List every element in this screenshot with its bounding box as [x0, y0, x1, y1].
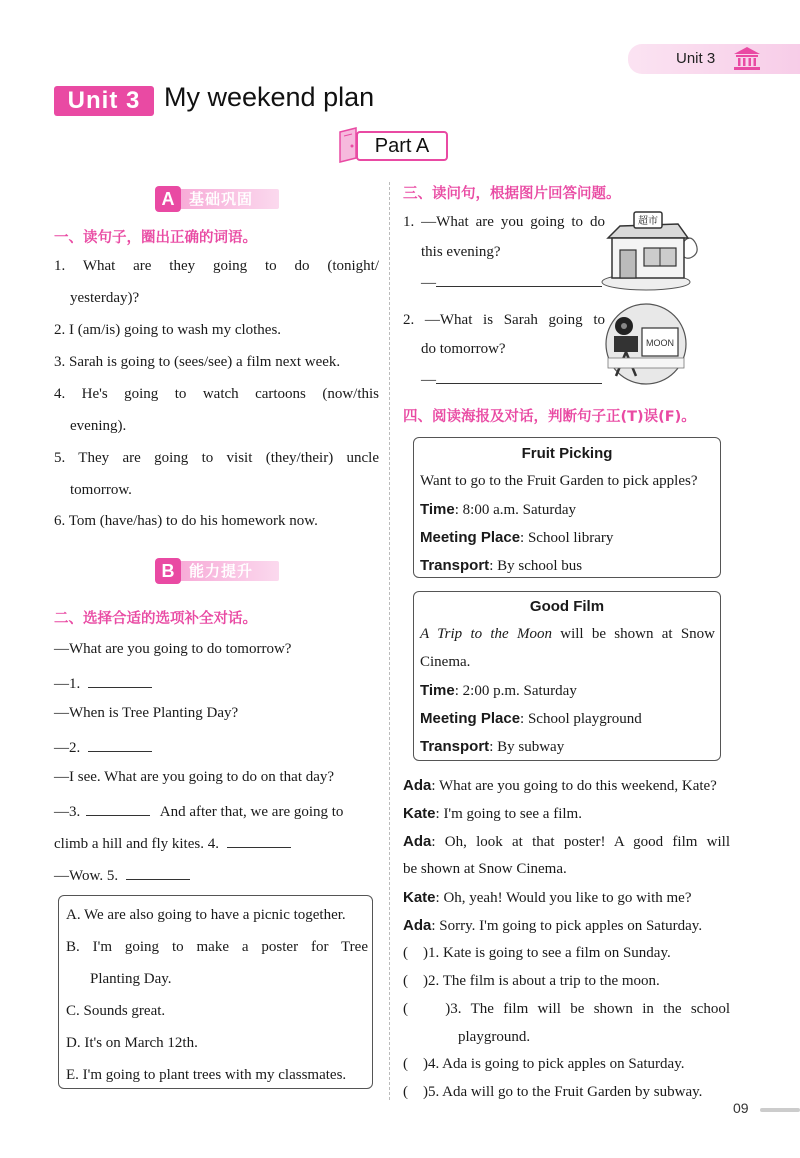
- time-value: 8:00 a.m. Saturday: [462, 502, 576, 518]
- answer-blank[interactable]: [436, 272, 602, 287]
- q3-answer-line: [421, 369, 602, 389]
- q1-line: 1. What are they going to do (tonight/: [54, 258, 379, 274]
- tf-statement: playground.: [458, 1029, 531, 1045]
- q3-line: this evening?: [421, 244, 501, 260]
- dialogue-number: —3.: [54, 804, 81, 820]
- poster-transport: Transport: By school bus: [420, 557, 583, 574]
- q3-line: 2. —What is Sarah going to: [403, 312, 605, 328]
- dialogue-line: [54, 673, 152, 693]
- dialogue-line: —When is Tree Planting Day?: [54, 705, 239, 721]
- dialogue-line: [54, 833, 291, 853]
- unit-badge-text: Unit 3: [67, 87, 141, 114]
- poster-meeting: Meeting Place: School library: [420, 529, 614, 546]
- speech: I'm going to see a film.: [443, 806, 582, 822]
- poster-title: Fruit Picking: [521, 445, 613, 462]
- supermarket-sign: 超市: [638, 216, 658, 227]
- tf-statement: ( )3. The film will be shown in the school: [403, 1001, 730, 1017]
- answer-dash: —: [421, 372, 436, 388]
- section-a-label: 基础巩固: [189, 190, 254, 208]
- q1-line: tomorrow.: [70, 482, 132, 498]
- q1-line: evening).: [70, 418, 127, 434]
- dialogue-line: [403, 861, 567, 878]
- transport-label: Transport: [420, 738, 490, 755]
- option-line: Planting Day.: [90, 971, 172, 987]
- header-unit-label: Unit 3: [676, 50, 716, 67]
- q1-line: 4. He's going to watch cartoons (now/this: [54, 386, 379, 402]
- q1-line: yesterday)?: [70, 290, 140, 306]
- option-line: B. I'm going to make a poster for Tree: [66, 939, 368, 955]
- q3-heading: 三、读问句，根据图片回答问题。: [403, 186, 621, 202]
- speaker: Kate: [403, 805, 436, 822]
- temple-icon: [732, 45, 762, 71]
- answer-dash: —: [421, 275, 436, 291]
- q3-answer-line: [421, 272, 602, 292]
- option-line: C. Sounds great.: [66, 1003, 166, 1019]
- option-line: D. It's on March 12th.: [66, 1035, 198, 1051]
- dialogue-line: Ada: Oh, look at that poster! A good film will: [403, 833, 730, 850]
- option-line: A. We are also going to have a picnic together.: [66, 907, 346, 923]
- q1-line: 6. Tom (have/has) to do his homework now.: [54, 513, 318, 529]
- dialogue-line: Kate: Oh, yeah! Would you like to go with me?: [403, 889, 692, 906]
- speaker: Ada: [403, 777, 432, 794]
- page-title: My weekend plan: [164, 82, 375, 112]
- tf-statement: ( )4. Ada is going to pick apples on Saturday.: [403, 1056, 685, 1072]
- dialogue-line: Ada: Sorry. I'm going to pick apples on Saturday.: [403, 917, 703, 934]
- tf-statement: ( )1. Kate is going to see a film on Sunday.: [403, 945, 671, 961]
- film-projector-picture: [604, 302, 688, 386]
- speaker: Ada: [403, 833, 432, 850]
- section-b-letter: B: [155, 558, 181, 584]
- dialogue-line: Kate: I'm going to see a film.: [403, 805, 582, 822]
- dialogue-text: climb a hill and fly kites. 4.: [54, 836, 219, 852]
- transport-value: By school bus: [497, 558, 583, 574]
- answer-blank[interactable]: [88, 737, 152, 752]
- tf-statement: ( )5. Ada will go to the Fruit Garden by subway.: [403, 1084, 703, 1100]
- speech: be shown at Snow Cinema.: [403, 861, 567, 877]
- tf-statement: ( )2. The film is about a trip to the moon.: [403, 973, 660, 989]
- section-b-label: 能力提升: [189, 562, 254, 580]
- option-line: E. I'm going to plant trees with my classmates.: [66, 1067, 347, 1083]
- transport-label: Transport: [420, 557, 490, 574]
- film-poster-text: MOON: [646, 338, 674, 348]
- dialogue-line: [54, 865, 190, 885]
- answer-blank[interactable]: [227, 833, 291, 848]
- answer-blank[interactable]: [436, 369, 602, 384]
- poster-good-film: [413, 591, 721, 761]
- speech: Oh, look at that poster! A good film will: [444, 834, 730, 850]
- speaker: Ada: [403, 917, 432, 934]
- dialogue-text: —Wow. 5.: [54, 868, 119, 884]
- section-b-badge: [155, 558, 281, 584]
- meeting-value: School playground: [527, 711, 642, 727]
- dialogue-line: —What are you going to do tomorrow?: [54, 641, 292, 657]
- q1-line: 2. I (am/is) going to wash my clothes.: [54, 322, 282, 338]
- speech: Oh, yeah! Would you like to go with me?: [443, 890, 692, 906]
- poster-intro-line2: Cinema.: [420, 654, 471, 670]
- meeting-value: School library: [527, 530, 614, 546]
- poster-title: Good Film: [529, 598, 605, 615]
- poster-meeting: Meeting Place: School playground: [420, 710, 642, 727]
- meeting-label: Meeting Place: [420, 710, 521, 727]
- supermarket-picture: [600, 204, 698, 292]
- page-number: 09: [733, 1100, 749, 1116]
- dialogue-number: —2.: [54, 740, 81, 756]
- poster-intro: Want to go to the Fruit Garden to pick apples?: [420, 473, 698, 489]
- dialogue-line: Ada: What are you going to do this weekend, Kate?: [403, 777, 717, 794]
- dialogue-line: —I see. What are you going to do on that day?: [54, 769, 335, 785]
- poster-time: Time: 2:00 p.m. Saturday: [420, 682, 577, 699]
- poster-transport: Transport: By subway: [420, 738, 565, 755]
- q3-line: do tomorrow?: [421, 341, 506, 357]
- dialogue-line: [54, 737, 152, 757]
- time-label: Time: [420, 682, 455, 699]
- q4-heading: 四、阅读海报及对话，判断句子正(T)误(F)。: [403, 409, 696, 425]
- speech: What are you going to do this weekend, Kate?: [439, 778, 717, 794]
- time-label: Time: [420, 501, 455, 518]
- section-a-badge: [155, 186, 281, 212]
- meeting-label: Meeting Place: [420, 529, 521, 546]
- film-name: A Trip to the Moon: [420, 626, 552, 642]
- page-bar: [760, 1108, 800, 1112]
- transport-value: By subway: [497, 739, 565, 755]
- intro-rest: will be shown at Snow: [551, 626, 715, 642]
- q1-line: 5. They are going to visit (they/their) uncle: [54, 450, 379, 466]
- section-a-letter: A: [155, 186, 181, 212]
- column-divider: [389, 182, 390, 1100]
- speech: Sorry. I'm going to pick apples on Saturday.: [439, 918, 703, 934]
- answer-blank[interactable]: [88, 673, 152, 688]
- q1-heading: 一、读句子，圈出正确的词语。: [54, 230, 257, 246]
- dialogue-text: And after that, we are going to: [159, 804, 344, 820]
- dialogue-line: [54, 801, 343, 821]
- dialogue-number: —1.: [54, 676, 81, 692]
- speaker: Kate: [403, 889, 436, 906]
- answer-blank[interactable]: [86, 801, 150, 816]
- q2-heading: 二、选择合适的选项补全对话。: [54, 611, 257, 627]
- q3-line: 1. —What are you going to do: [403, 214, 605, 230]
- options-box: [58, 895, 373, 1089]
- q1-line: 3. Sarah is going to (sees/see) a film next week.: [54, 354, 341, 370]
- answer-blank[interactable]: [126, 865, 190, 880]
- time-value: 2:00 p.m. Saturday: [462, 683, 577, 699]
- part-label: Part A: [374, 135, 430, 157]
- poster-time: Time: 8:00 a.m. Saturday: [420, 501, 576, 518]
- poster-intro: [420, 626, 715, 643]
